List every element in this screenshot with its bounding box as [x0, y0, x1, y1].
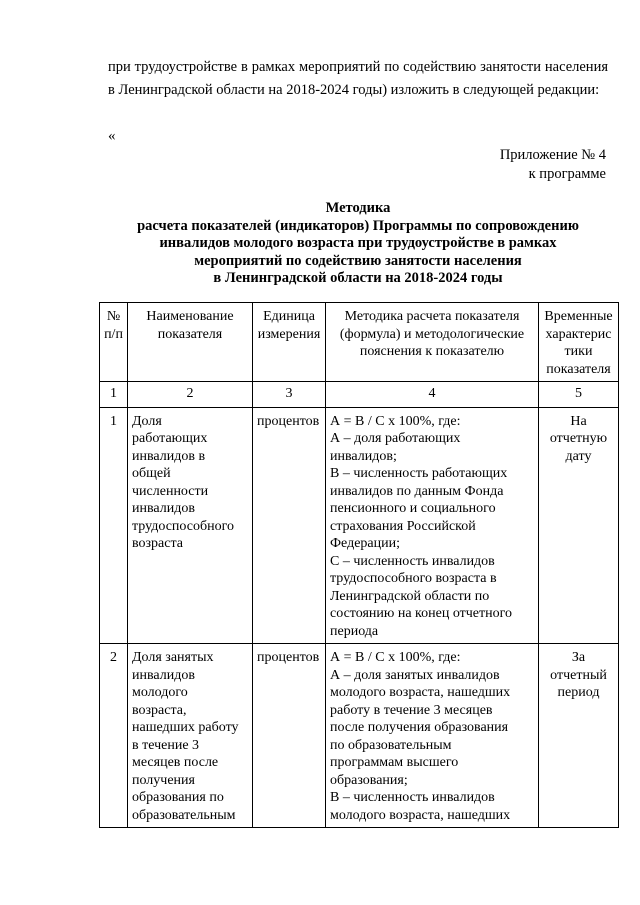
indicator-time: На отчетную дату	[539, 407, 619, 644]
method-line: С – численность инвалидов	[330, 553, 495, 569]
indicator-method	[326, 644, 539, 828]
method-line: программам высшего	[330, 755, 459, 770]
column-number: 1	[100, 382, 128, 408]
name-line: образовательным	[132, 807, 236, 823]
title-line: Методика	[325, 200, 391, 216]
method-line: В – численность работающих	[330, 466, 508, 481]
column-number: 4	[326, 382, 539, 408]
method-line: работу в течение 3 месяцев	[330, 702, 493, 718]
opening-quote: «	[108, 128, 116, 144]
document-title	[108, 200, 608, 288]
indicator-unit: процентов	[253, 644, 326, 828]
header-unit: Единица измерения	[253, 303, 326, 382]
method-line: А = В / С х 100%, где:	[330, 413, 461, 429]
method-line: молодого возраста, нашедших	[330, 685, 511, 700]
header-method: Методика расчета показателя (формула) и методологические пояснения к показателю	[326, 303, 539, 382]
name-line: образования по	[132, 790, 224, 805]
appendix-line: Приложение № 4	[499, 147, 606, 163]
indicators-table	[99, 302, 619, 828]
column-number: 5	[539, 382, 619, 408]
header-time: Временные характерис тики показателя	[539, 303, 619, 382]
appendix-line: к программе	[528, 166, 606, 182]
method-line: пенсионного и социального	[330, 501, 496, 516]
header-name: Наименование показателя	[128, 303, 253, 382]
method-line: страхования Российской	[330, 518, 476, 534]
name-line: работающих	[132, 431, 208, 446]
intro-paragraph	[108, 56, 608, 102]
method-line: В – численность инвалидов	[330, 790, 495, 805]
intro-line: следующей редакции:	[463, 82, 600, 98]
name-line: нашедших работу	[132, 720, 239, 735]
row-number: 2	[100, 644, 128, 828]
indicator-unit: процентов	[253, 407, 326, 644]
table-column-numbers-row	[100, 382, 619, 408]
name-line: месяцев после	[132, 755, 219, 770]
method-line: А = В / С х 100%, где:	[330, 650, 461, 665]
indicator-name	[128, 644, 253, 828]
name-line: Доля занятых	[132, 650, 214, 665]
method-line: Федерации;	[330, 536, 401, 551]
name-line: в течение 3	[132, 737, 200, 753]
name-line: Доля	[132, 413, 162, 429]
header-number: № п/п	[100, 303, 128, 382]
method-line: состоянию на конец отчетного	[330, 606, 513, 621]
method-line: А – доля занятых инвалидов	[330, 667, 500, 683]
title-line: в Ленинградской области на 2018-2024 годы	[213, 270, 503, 286]
name-line: инвалидов	[132, 667, 195, 683]
table-row	[100, 407, 619, 644]
row-number: 1	[100, 407, 128, 644]
name-line: молодого	[132, 685, 188, 700]
indicator-time: За отчетный период	[539, 644, 619, 828]
method-line: образования;	[330, 772, 408, 788]
column-number: 3	[253, 382, 326, 408]
title-line: инвалидов молодого возраста при трудоустройстве в рамках	[159, 235, 557, 251]
name-line: инвалидов	[132, 501, 195, 516]
intro-line: населения в Ленинградской области на 2018-2024 годы) изложить в	[108, 59, 608, 98]
name-line: численности	[132, 483, 209, 499]
title-line: мероприятий по содействию занятости населения	[194, 252, 522, 269]
method-line: молодого возраста, нашедших	[330, 807, 511, 823]
indicator-name	[128, 407, 253, 644]
name-line: общей	[132, 466, 171, 481]
table-row	[100, 644, 619, 828]
method-line: инвалидов;	[330, 448, 397, 464]
intro-line: при трудоустройстве в рамках мероприятий по содействию занятости	[108, 59, 541, 75]
method-line: по образовательным	[330, 737, 452, 753]
appendix-reference	[500, 146, 606, 184]
method-line: А – доля работающих	[330, 431, 461, 446]
title-line: расчета показателей (индикаторов) Программы по сопровождению	[137, 217, 579, 234]
name-line: инвалидов в	[132, 448, 206, 464]
method-line: после получения образования	[330, 720, 509, 735]
name-line: получения	[132, 772, 195, 788]
method-line: Ленинградской области по	[330, 588, 490, 604]
method-line: трудоспособного возраста в	[330, 571, 497, 586]
name-line: возраста,	[132, 702, 187, 718]
column-number: 2	[128, 382, 253, 408]
method-line: инвалидов по данным Фонда	[330, 483, 504, 499]
method-line: периода	[330, 623, 379, 639]
table-header-row	[100, 303, 619, 382]
name-line: возраста	[132, 536, 183, 551]
indicator-method	[326, 407, 539, 644]
name-line: трудоспособного	[132, 518, 234, 534]
